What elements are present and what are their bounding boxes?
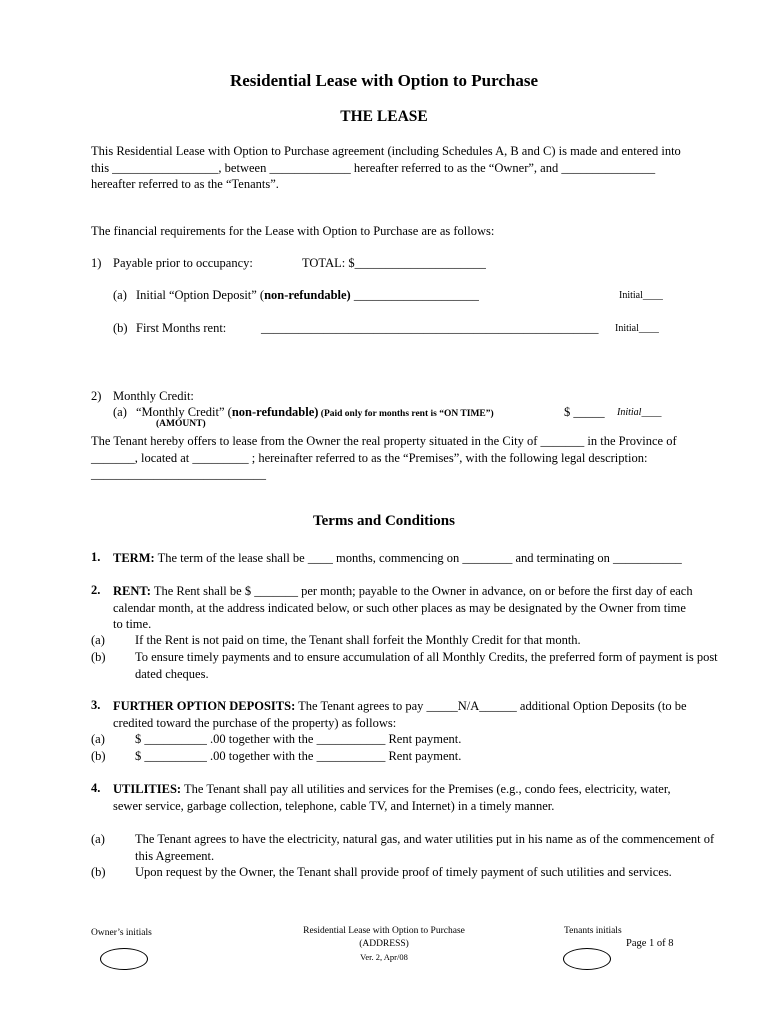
footer-owners-initials: Owner’s initials [91, 928, 152, 938]
term2-paragraph [113, 583, 698, 633]
item1a-bold: non-refundable) [264, 288, 351, 302]
document-title: Residential Lease with Option to Purchase [229, 71, 539, 90]
item2a-initial: Initial____ [617, 407, 662, 418]
document-subtitle: THE LEASE [340, 108, 428, 125]
item1-total: TOTAL: $_____________________ [302, 256, 486, 270]
item1b-label: (b) [113, 321, 128, 335]
term3-number: 3. [91, 698, 101, 712]
footer-center-line1: Residential Lease with Option to Purchase [303, 926, 465, 936]
term4-sub-b [91, 864, 720, 881]
term3-paragraph [113, 698, 698, 731]
item1a-initial: Initial____ [619, 290, 663, 301]
term2-heading: RENT: [113, 584, 151, 598]
item2a-text: “Monthly Credit” ( [136, 405, 232, 419]
term2-sub-a-label: (a) [91, 633, 105, 647]
item1-text: Payable prior to occupancy: [113, 256, 253, 270]
term4-heading: UTILITIES: [113, 782, 182, 796]
term4-sub-a-label: (a) [91, 832, 105, 846]
item2a-label: (a) [113, 405, 127, 419]
owners-initials-oval[interactable] [100, 948, 148, 970]
term3-heading: FURTHER OPTION DEPOSITS: [113, 699, 296, 713]
term1-text: The term of the lease shall be ____ months, commencing on ________ and terminating on ___________ [154, 551, 682, 565]
term1-paragraph [113, 550, 698, 567]
intro-paragraph: This Residential Lease with Option to Purchase agreement (including Schedules A, B and C) is made and entered into this _________________, between _____________ hereafter referred to as the “Owner”, and _______________ hereafter referred to as the “Tenants”. [91, 144, 681, 191]
term4-text: The Tenant shall pay all utilities and services for the Premises (e.g., condo fees, electricity, water, sewer service, garbage collection, telephone, cable TV, and Internet) in a timely manner. [113, 782, 671, 813]
terms-heading: Terms and Conditions [313, 513, 455, 529]
term3-sub-a-label: (a) [91, 732, 105, 746]
term3-sub-b [91, 748, 720, 765]
term4-sub-a-text: The Tenant agrees to have the electricity, natural gas, and water utilities put in his name as of the commencement of this Agreement. [135, 832, 715, 863]
term4-sub-b-label: (b) [91, 865, 106, 879]
term2-sub-a-text: If the Rent is not paid on time, the Tenant shall forfeit the Monthly Credit for that month. [135, 633, 581, 647]
tenants-initials-oval[interactable] [563, 948, 611, 970]
term2-sub-b [91, 649, 720, 682]
term2-sub-b-text: To ensure timely payments and to ensure accumulation of all Monthly Credits, the preferred form of payment is post dated cheques. [135, 650, 718, 681]
item1a-text: Initial “Option Deposit” ( [136, 288, 265, 302]
term3-sub-a-text: $ __________ .00 together with the ___________ Rent payment. [135, 732, 462, 746]
term1-number: 1. [91, 550, 101, 564]
item2-label: 2) [91, 389, 102, 403]
item2a-amount: $ _____ [564, 405, 605, 419]
term2-sub-a [91, 632, 720, 649]
term1-heading: TERM: [113, 551, 155, 565]
item1a-label: (a) [113, 288, 127, 302]
footer-tenants-initials: Tenants initials [564, 926, 622, 936]
term2-sub-b-label: (b) [91, 650, 106, 664]
term4-paragraph [113, 781, 698, 814]
term4-number: 4. [91, 781, 101, 795]
footer-page-number: Page 1 of 8 [626, 938, 674, 949]
term2-text: The Rent shall be $ _______ per month; payable to the Owner in advance, on or before the first day of each calendar month, at the address indicated below, or such other places as may be designated by the Owner from time to time. [113, 584, 693, 631]
term3-text: The Tenant agrees to pay _____N/A______ additional Option Deposits (to be credited toward the purchase of the property) as follows: [113, 699, 687, 730]
term3-sub-b-label: (b) [91, 749, 106, 763]
item2a-amount-label: (AMOUNT) [156, 419, 206, 429]
item2a-bold: non-refundable) [231, 405, 319, 419]
item2a-note: (Paid only for months rent is “ON TIME”) [318, 409, 494, 419]
term3-sub-a [91, 731, 720, 748]
financial-intro: The financial requirements for the Lease with Option to Purchase are as follows: [91, 224, 495, 238]
term3-sub-b-text: $ __________ .00 together with the ___________ Rent payment. [135, 749, 462, 763]
footer-center-line2: (ADDRESS) [359, 939, 409, 949]
item1a-blank: ____________________ [350, 288, 479, 302]
item1a-line [136, 287, 479, 304]
offer-paragraph: The Tenant hereby offers to lease from the Owner the real property situated in the City of _______ in the Province of _______, located at _________ ; hereinafter referred to as the “Premises”, with the following legal description: ____________________________ [91, 434, 677, 481]
term4-sub-b-text: Upon request by the Owner, the Tenant shall provide proof of timely payment of such utilities and services. [135, 865, 672, 879]
term2-number: 2. [91, 583, 101, 597]
item1b-text: First Months rent: [136, 321, 227, 335]
footer-center-line3: Ver. 2, Apr/08 [360, 952, 408, 962]
item1-label: 1) [91, 256, 102, 270]
item1b-initial: Initial____ [615, 323, 659, 334]
item2-text: Monthly Credit: [113, 389, 194, 403]
item1b-blank: ______________________________________________________ [261, 321, 599, 335]
term4-sub-a [91, 831, 720, 864]
